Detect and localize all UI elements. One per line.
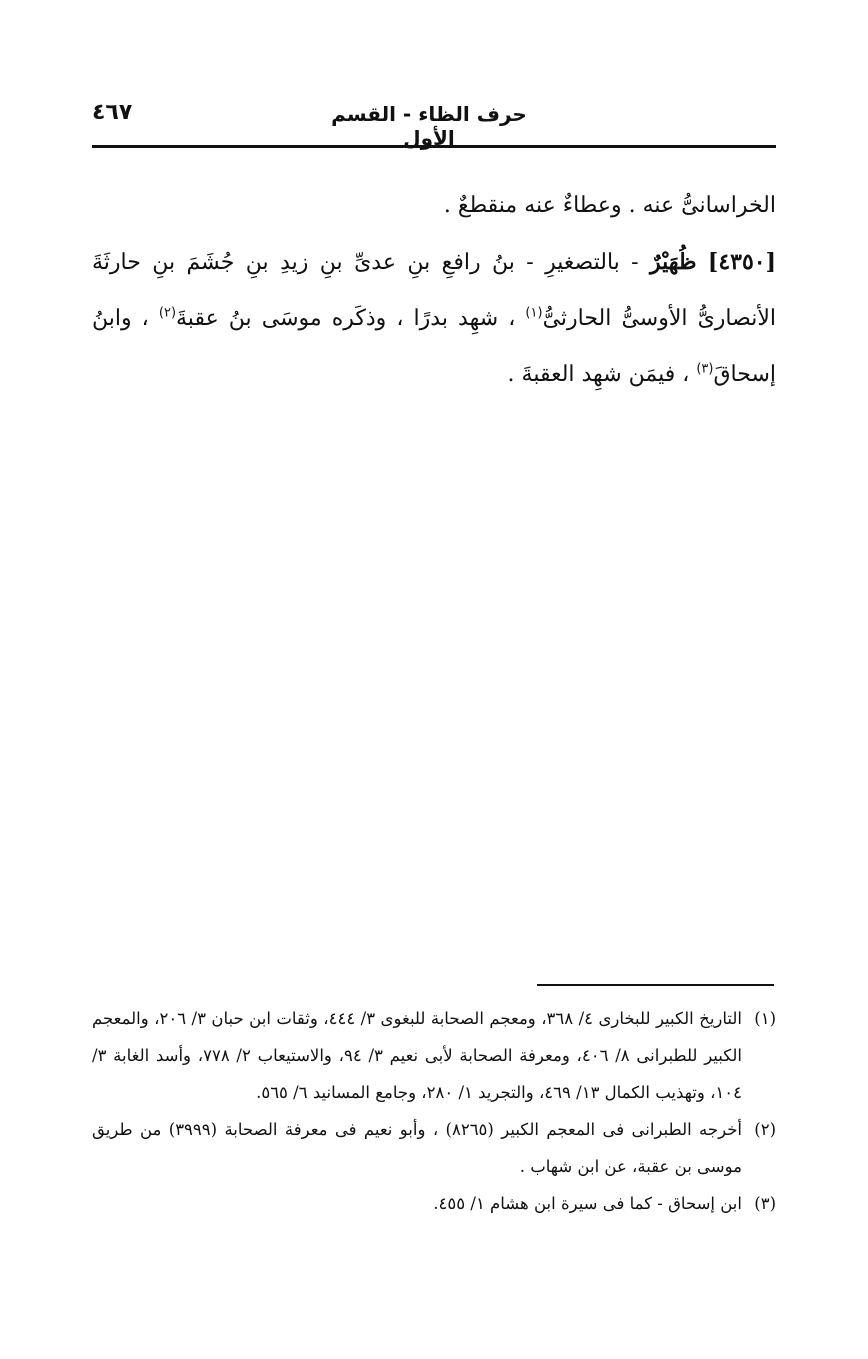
biography-entry <box>92 234 776 403</box>
footnote-marker: (٢) <box>754 1120 776 1139</box>
header-divider <box>92 145 776 148</box>
main-text <box>92 178 776 403</box>
footnote-2 <box>92 1111 776 1185</box>
page-number: ٤٦٧ <box>92 100 133 125</box>
footnotes <box>92 1000 776 1222</box>
footnote-1 <box>92 1000 776 1111</box>
footnote-ref-1[interactable]: (١) <box>525 305 543 321</box>
footnote-ref-3[interactable]: (٣) <box>696 361 714 377</box>
running-title: حرف الظاء - القسم الأول <box>331 102 527 150</box>
continuation-line: الخراسانىُّ عنه . وعطاءٌ عنه منقطعٌ . <box>443 193 776 218</box>
entry-name: ظُهَيْرٌ <box>650 249 697 275</box>
entry-number: [٤٣٥٠] <box>707 249 776 275</box>
entry-text: ، فيمَن شهِد العقبةَ . <box>507 362 697 387</box>
entry-text: - بالتصغيرِ - بنُ رافعِ بنِ عدىِّ بنِ زيدِ بنِ جُشَمَ بنِ حارثَةَ الأنصارىُّ الأوسىُّ الحارثىُّ <box>92 250 776 331</box>
footnote-marker: (٣) <box>754 1194 776 1213</box>
footnote-text: أخرجه الطبرانى فى المعجم الكبير (٨٢٦٥) ، وأبو نعيم فى معرفة الصحابة (٣٩٩٩) من طريق موسى بن عقبة، عن ابن شهاب . <box>92 1120 742 1176</box>
footnote-3 <box>92 1185 776 1222</box>
footnote-ref-2[interactable]: (٢) <box>158 305 177 321</box>
footnote-text: التاريخ الكبير للبخارى ٤/ ٣٦٨، ومعجم الصحابة للبغوى ٣/ ٤٤٤، وثقات ابن حبان ٣/ ٢٠٦، والمعجم الكبير للطبرانى ٨/ ٤٠٦، ومعرفة الصحابة لأبى نعيم ٣/ ٩٤، والاستيعاب ٢/ ٧٧٨، وأسد الغابة ٣/ ١٠٤، وتهذيب الكمال ١٣/ ٤٦٩، والتجريد ١/ ٢٨٠، وجامع المسانيد ٦/ ٥٦٥. <box>92 1009 743 1102</box>
footnote-divider <box>537 984 774 986</box>
entry-text: ، شهِد بدرًا ، وذكَره موسَى بنُ عقبةَ <box>176 306 526 331</box>
page-header <box>92 100 776 150</box>
entry-text: ، وابنُ إسحاقَ <box>92 306 776 387</box>
footnote-marker: (١) <box>754 1009 777 1028</box>
footnote-text: ابن إسحاق - كما فى سيرة ابن هشام ١/ ٤٥٥. <box>433 1194 742 1213</box>
